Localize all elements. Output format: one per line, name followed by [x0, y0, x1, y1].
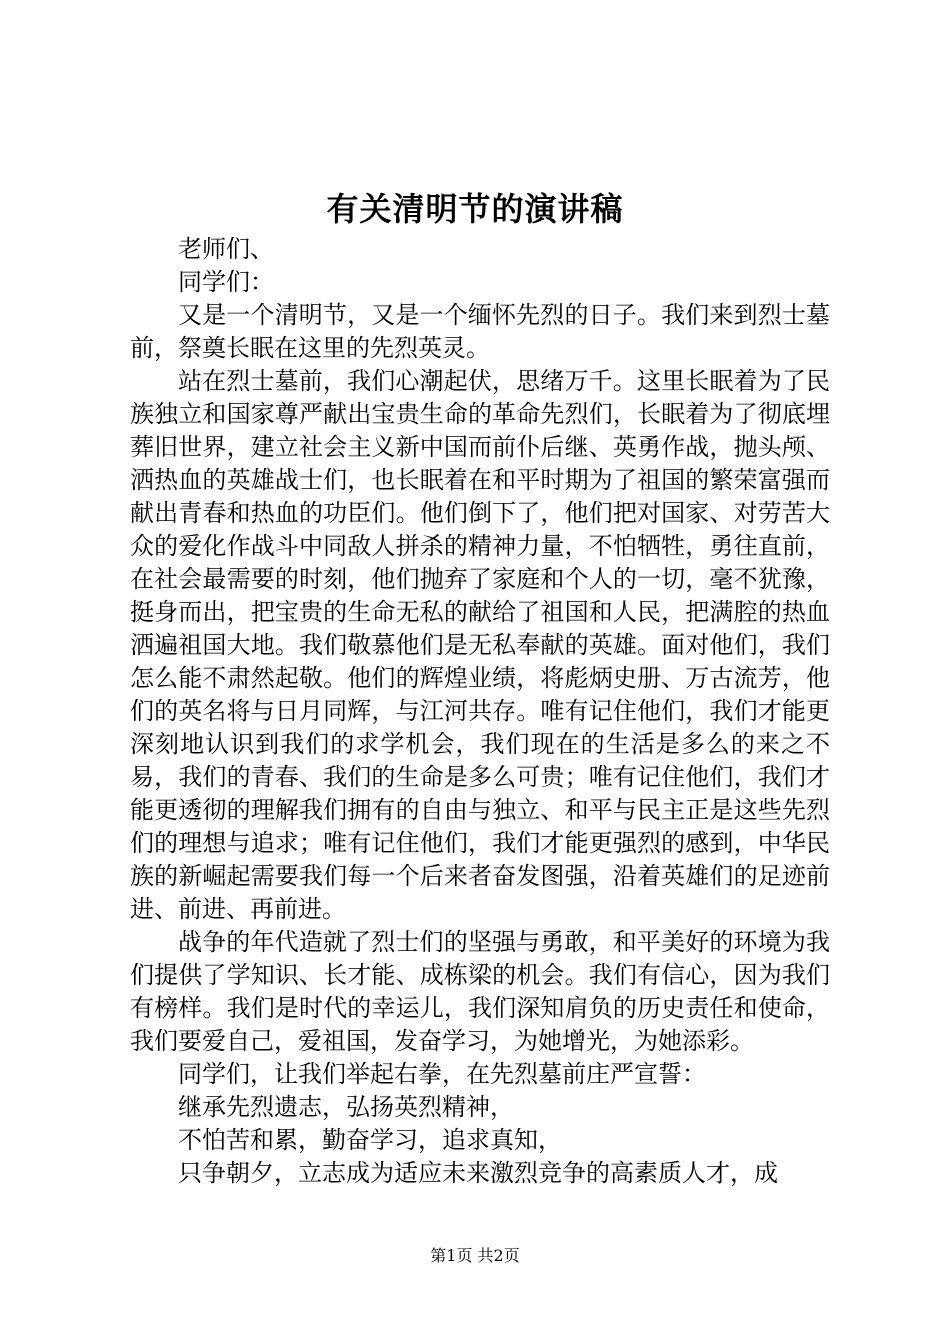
- salutation-teachers: 老师们、: [178, 235, 274, 263]
- salutation-students: 同学们：: [178, 268, 274, 296]
- paragraph-intro: 又是一个清明节，又是一个缅怀先烈的日子。我们来到烈士墓前，祭奠长眠在这里的先烈英灵。: [130, 301, 830, 362]
- oath-line-3: 只争朝夕，立志成为适应未来激烈竞争的高素质人才，成: [178, 1159, 778, 1187]
- oath-line-1: 继承先烈遗志，弘扬英烈精神，: [178, 1093, 514, 1121]
- page-number-footer: 第1页 共2页: [430, 1246, 520, 1265]
- document-title: 有关清明节的演讲稿: [326, 190, 624, 228]
- paragraph-responsibility: 战争的年代造就了烈士们的坚强与勇敢，和平美好的环境为我们提供了学知识、长才能、成栋梁的机会。我们有信心，因为我们有榜样。我们是时代的幸运儿，我们深知肩负的历史责任和使命，我们要爱自己，爱祖国，发奋学习，为她增光，为她添彩。: [130, 928, 830, 1055]
- oath-line-2: 不怕苦和累，勤奋学习，追求真知，: [178, 1126, 562, 1154]
- paragraph-oath-intro: 同学们，让我们举起右拳，在先烈墓前庄严宣誓：: [178, 1060, 706, 1088]
- paragraph-memorial: 站在烈士墓前，我们心潮起伏，思绪万千。这里长眠着为了民族独立和国家尊严献出宝贵生命的革命先烈们，长眠着为了彻底埋葬旧世界，建立社会主义新中国而前仆后继、英勇作战，抛头颅、洒热血的英雄战士们，也长眠着在和平时期为了祖国的繁荣富强而献出青春和热血的功臣们。他们倒下了，他们把对国家、对劳苦大众的爱化作战斗中同敌人拼杀的精神力量，不怕牺牲，勇往直前，在社会最需要的时刻，他们抛弃了家庭和个人的一切，毫不犹豫，挺身而出，把宝贵的生命无私的献给了祖国和人民，把满腔的热血洒遍祖国大地。我们敬慕他们是无私奉献的英雄。面对他们，我们怎么能不肃然起敬。他们的辉煌业绩，将彪炳史册、万古流芳，他们的英名将与日月同辉，与江河共存。唯有记住他们，我们才能更深刻地认识到我们的求学机会，我们现在的生活是多么的来之不易，我们的青春、我们的生命是多么可贵；唯有记住他们，我们才能更透彻的理解我们拥有的自由与独立、和平与民主正是这些先烈们的理想与追求；唯有记住他们，我们才能更强烈的感到，中华民族的新崛起需要我们每一个后来者奋发图强，沿着英雄们的足迹前进、前进、再前进。: [130, 367, 830, 923]
- document-body: [130, 233, 830, 1190]
